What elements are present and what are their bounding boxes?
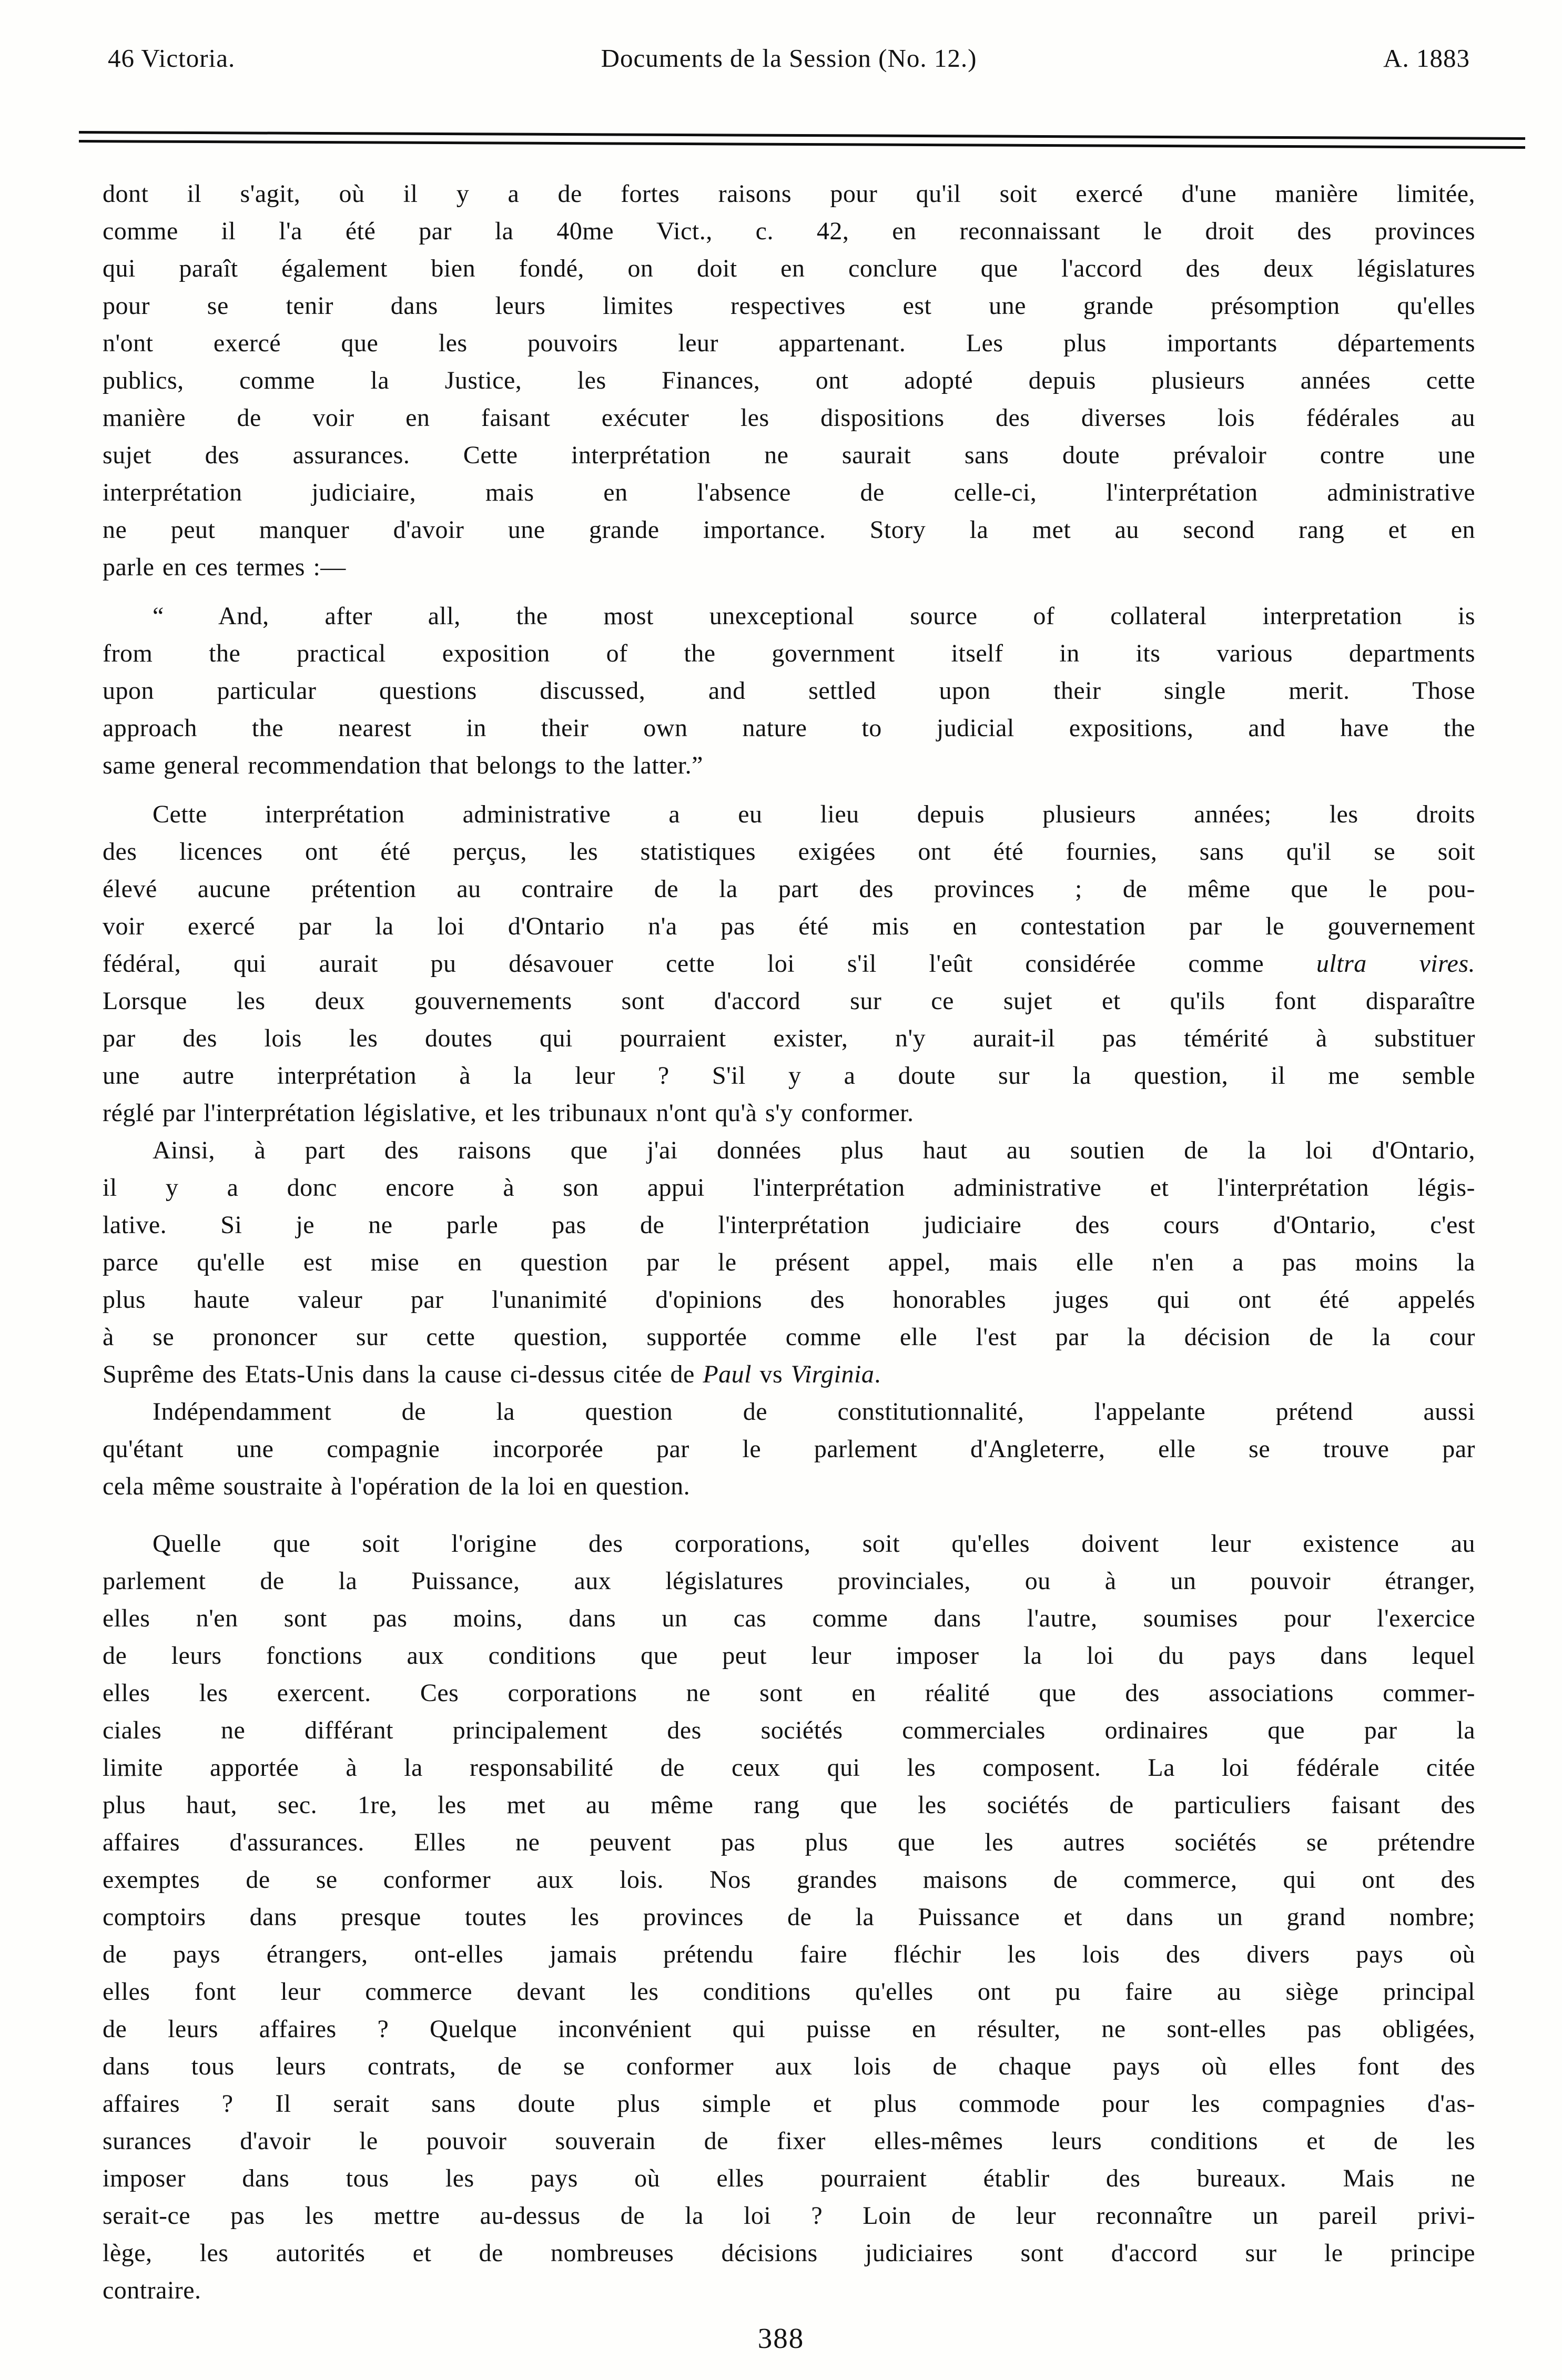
text-run: dont il s'agit, où il y a de fortes raisons pour qu'il soit exercé d'une manière limitée, <box>103 180 1475 208</box>
text-run: plus haut, sec. 1re, les met au même rang que les sociétés de particuliers faisant des <box>103 1791 1475 1819</box>
text-line <box>103 1824 1475 1861</box>
text-line <box>103 1973 1475 2010</box>
text-run: from the practical exposition of the government itself in its various departments <box>103 639 1475 667</box>
text-line <box>103 1674 1475 1712</box>
text-run: publics, comme la Justice, les Finances, ont adopté depuis plusieurs années cette <box>103 367 1475 394</box>
text-line <box>103 709 1475 747</box>
text-run: de leurs fonctions aux conditions que peut leur imposer la loi du pays dans lequel <box>103 1642 1475 1670</box>
text-run: une autre interprétation à la leur ? S'il y a doute sur la question, il me semble <box>103 1062 1475 1090</box>
text-line <box>103 672 1475 709</box>
text-run: surances d'avoir le pouvoir souverain de fixer elles-mêmes leurs conditions et de les <box>103 2127 1475 2155</box>
text-line <box>103 2048 1475 2085</box>
header-volume: 46 Victoria. <box>108 44 236 73</box>
text-run: affaires d'assurances. Elles ne peuvent pas plus que les autres sociétés se prétendre <box>103 1828 1475 1856</box>
text-line <box>103 1430 1475 1468</box>
page-footer <box>0 2322 1562 2355</box>
text-line <box>103 1936 1475 1973</box>
text-run: serait-ce pas les mettre au-dessus de la loi ? Loin de leur reconnaître un pareil privi- <box>103 2202 1475 2230</box>
text-line <box>103 362 1475 399</box>
text-line <box>103 250 1475 287</box>
text-run: lative. Si je ne parle pas de l'interprétation judiciaire des cours d'Ontario, c'est <box>103 1211 1475 1239</box>
text-line <box>103 1786 1475 1824</box>
paragraph <box>103 175 1475 586</box>
italic-text-run: ultra vires. <box>1316 950 1476 978</box>
text-run: elles font leur commerce devant les conditions qu'elles ont pu faire au siège principal <box>103 1978 1475 2006</box>
text-line <box>103 908 1475 945</box>
text-run: . <box>874 1360 881 1388</box>
text-run: à se prononcer sur cette question, supportée comme elle l'est par la décision de la cour <box>103 1323 1475 1351</box>
text-run: approach the nearest in their own nature to judicial expositions, and have the <box>103 714 1475 742</box>
text-run: élevé aucune prétention au contraire de la part des provinces ; de même que le pou- <box>103 875 1475 903</box>
text-line <box>103 747 1475 784</box>
text-run: plus haute valeur par l'unanimité d'opinions des honorables juges qui ont été appelés <box>103 1286 1475 1314</box>
text-run: Indépendamment de la question de constitutionnalité, l'appelante prétend aussi <box>153 1398 1475 1426</box>
text-line <box>103 982 1475 1020</box>
page-body <box>103 175 1475 2309</box>
text-run: exemptes de se conformer aux lois. Nos grandes maisons de commerce, qui ont des <box>103 1866 1475 1894</box>
text-line <box>103 833 1475 870</box>
text-run: pour se tenir dans leurs limites respectives est une grande présomption qu'elles <box>103 292 1475 320</box>
text-run: manière de voir en faisant exécuter les dispositions des diverses lois fédérales au <box>103 404 1475 432</box>
text-run: n'ont exercé que les pouvoirs leur appartenant. Les plus importants départements <box>103 329 1475 357</box>
text-line <box>103 1356 1475 1393</box>
text-line <box>103 1020 1475 1057</box>
text-run: Quelle que soit l'origine des corporations, soit qu'elles doivent leur existence au <box>153 1530 1475 1558</box>
text-line <box>103 1637 1475 1674</box>
text-run: “ And, after all, the most unexceptional source of collateral interpretation is <box>153 602 1475 630</box>
text-run: fédéral, qui aurait pu désavouer cette loi s'il l'eût considérée comme <box>103 950 1316 978</box>
text-run: parlement de la Puissance, aux législatures provinciales, ou à un pouvoir étranger, <box>103 1567 1475 1595</box>
text-line <box>103 212 1475 250</box>
double-rule-divider <box>79 131 1525 149</box>
paragraph <box>103 1393 1475 1505</box>
text-line <box>103 2197 1475 2234</box>
text-line <box>103 870 1475 908</box>
text-line <box>103 1600 1475 1637</box>
text-line <box>103 324 1475 362</box>
text-line <box>103 2085 1475 2122</box>
text-run: elles les exercent. Ces corporations ne sont en réalité que des associations commer- <box>103 1679 1475 1707</box>
text-run: upon particular questions discussed, and settled upon their single merit. Those <box>103 677 1475 705</box>
text-run: cela même soustraite à l'opération de la loi en question. <box>103 1472 691 1500</box>
text-run: de pays étrangers, ont-elles jamais prétendu faire fléchir les lois des divers pays où <box>103 1940 1475 1968</box>
text-run: Suprême des Etats-Unis dans la cause ci-dessus citée de <box>103 1360 703 1388</box>
text-line <box>103 2272 1475 2309</box>
text-line <box>103 1094 1475 1132</box>
text-line <box>103 1749 1475 1786</box>
text-run: ciales ne différant principalement des sociétés commerciales ordinaires que par la <box>103 1716 1475 1744</box>
text-line <box>103 548 1475 586</box>
text-line <box>103 1169 1475 1206</box>
text-run: contraire. <box>103 2276 201 2304</box>
text-line <box>103 399 1475 436</box>
text-run: vs <box>751 1360 791 1388</box>
text-run: de leurs affaires ? Quelque inconvénient qui puisse en résulter, ne sont-elles pas obligées, <box>103 2015 1475 2043</box>
text-line <box>103 1525 1475 1562</box>
text-line <box>103 1468 1475 1505</box>
text-run: voir exercé par la loi d'Ontario n'a pas été mis en contestation par le gouvernement <box>103 912 1475 940</box>
text-run: qui paraît également bien fondé, on doit en conclure que l'accord des deux législatures <box>103 255 1475 282</box>
text-line <box>103 1393 1475 1430</box>
text-line <box>103 1898 1475 1936</box>
paragraph <box>103 1132 1475 1393</box>
paragraph <box>103 796 1475 1132</box>
italic-text-run: Virginia <box>790 1360 875 1388</box>
text-run: Lorsque les deux gouvernements sont d'accord sur ce sujet et qu'ils font disparaître <box>103 987 1475 1015</box>
text-line <box>103 1861 1475 1898</box>
text-run: parce qu'elle est mise en question par le présent appel, mais elle n'en a pas moins la <box>103 1248 1475 1276</box>
text-run: dans tous leurs contrats, de se conformer aux lois de chaque pays où elles font des <box>103 2052 1475 2080</box>
text-line <box>103 474 1475 511</box>
paragraph <box>103 597 1475 784</box>
text-line <box>103 2234 1475 2272</box>
text-run: qu'étant une compagnie incorporée par le parlement d'Angleterre, elle se trouve par <box>103 1435 1475 1463</box>
text-run: il y a donc encore à son appui l'interprétation administrative et l'interprétation légis- <box>103 1174 1475 1202</box>
text-run: ne peut manquer d'avoir une grande importance. Story la met au second rang et en <box>103 516 1475 544</box>
text-run: réglé par l'interprétation législative, et les tribunaux n'ont qu'à s'y conformer. <box>103 1099 914 1127</box>
text-line <box>103 1244 1475 1281</box>
italic-text-run: Paul <box>703 1360 752 1388</box>
text-line <box>103 1281 1475 1318</box>
text-line <box>103 2160 1475 2197</box>
text-line <box>103 2010 1475 2048</box>
text-run: Cette interprétation administrative a eu lieu depuis plusieurs années; les droits <box>153 800 1475 828</box>
text-line <box>103 1318 1475 1356</box>
header-year: A. 1883 <box>1383 44 1470 73</box>
text-line <box>103 1132 1475 1169</box>
paragraph <box>103 1525 1475 2309</box>
text-line <box>103 1206 1475 1244</box>
text-line <box>103 945 1475 982</box>
text-line <box>103 796 1475 833</box>
text-run: imposer dans tous les pays où elles pourraient établir des bureaux. Mais ne <box>103 2164 1475 2192</box>
text-run: interprétation judiciaire, mais en l'absence de celle-ci, l'interprétation administrative <box>103 479 1475 506</box>
text-line <box>103 2122 1475 2160</box>
text-run: same general recommendation that belongs to the latter.” <box>103 751 703 779</box>
text-run: elles n'en sont pas moins, dans un cas comme dans l'autre, soumises pour l'exercice <box>103 1604 1475 1632</box>
page-number: 388 <box>757 2322 805 2354</box>
text-line <box>103 287 1475 324</box>
text-run: comptoirs dans presque toutes les provinces de la Puissance et dans un grand nombre; <box>103 1903 1475 1931</box>
text-run: lège, les autorités et de nombreuses décisions judiciaires sont d'accord sur le principe <box>103 2239 1475 2267</box>
text-run: par des lois les doutes qui pourraient exister, n'y aurait-il pas témérité à substituer <box>103 1024 1475 1052</box>
header-title: Documents de la Session (No. 12.) <box>601 44 977 73</box>
text-line <box>103 436 1475 474</box>
text-line <box>103 1057 1475 1094</box>
text-line <box>103 1712 1475 1749</box>
text-run: des licences ont été perçus, les statistiques exigées ont été fournies, sans qu'il se soit <box>103 838 1475 866</box>
text-run: comme il l'a été par la 40me Vict., c. 42, en reconnaissant le droit des provinces <box>103 217 1475 245</box>
text-run: sujet des assurances. Cette interprétation ne saurait sans doute prévaloir contre une <box>103 441 1475 469</box>
text-line <box>103 175 1475 212</box>
text-run: limite apportée à la responsabilité de ceux qui les composent. La loi fédérale citée <box>103 1754 1475 1782</box>
text-run: parle en ces termes :— <box>103 553 346 581</box>
text-run: affaires ? Il serait sans doute plus simple et plus commode pour les compagnies d'as- <box>103 2090 1475 2118</box>
text-line <box>103 635 1475 672</box>
page-header <box>0 0 1562 73</box>
text-run: Ainsi, à part des raisons que j'ai données plus haut au soutien de la loi d'Ontario, <box>153 1136 1475 1164</box>
text-line <box>103 511 1475 548</box>
text-line <box>103 597 1475 635</box>
text-line <box>103 1562 1475 1600</box>
